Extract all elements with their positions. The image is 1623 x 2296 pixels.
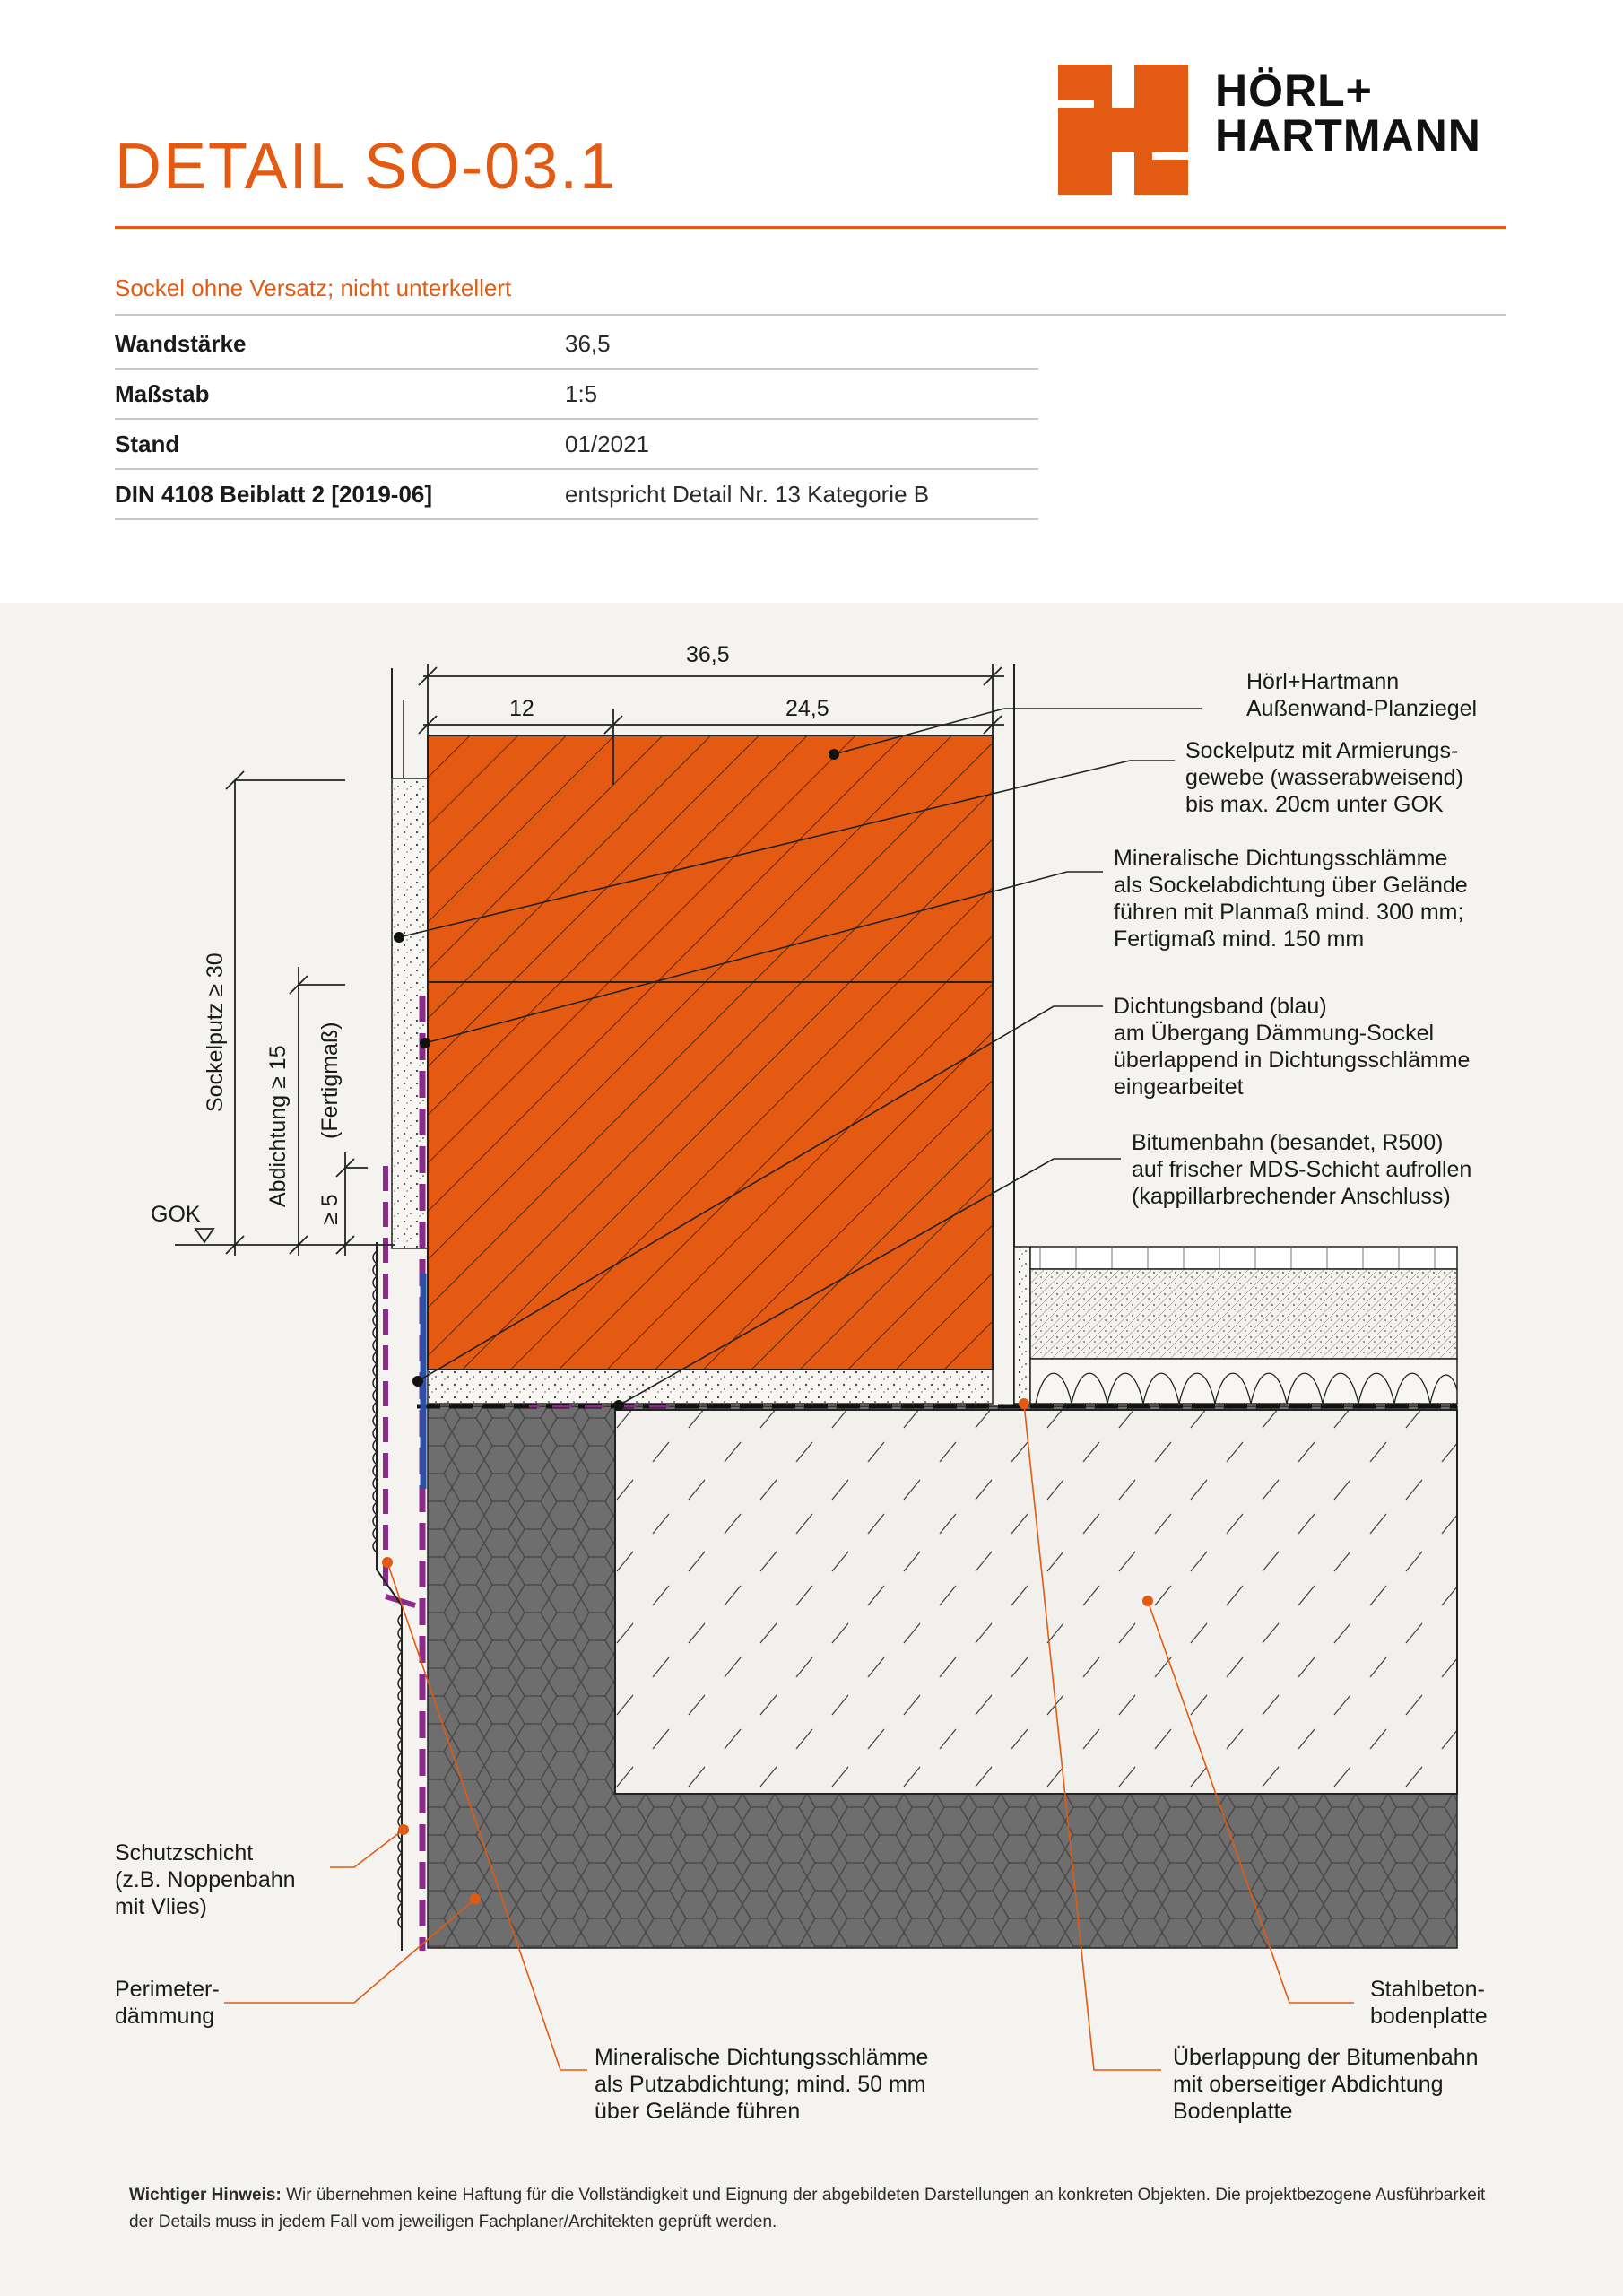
floor-finish bbox=[1030, 1247, 1457, 1269]
label-ziegel: Hörl+Hartmann Außenwand-Planziegel bbox=[1246, 669, 1478, 721]
brick-wall-upper-hatch bbox=[428, 735, 993, 982]
disclaimer-notice bbox=[129, 2182, 1510, 2236]
label-perimeter: Perimeter- dämmung bbox=[115, 1977, 220, 2029]
label-bitumenbahn: Bitumenbahn (besandet, R500) auf frischer MDS-Schicht aufrollen (kappillarbrechender Anschluss) bbox=[1132, 1130, 1472, 1209]
label-mds: Mineralische Dichtungsschlämme als Sockelabdichtung über Gelände führen mit Planmaß mind. 300 mm; Fertigmaß mind. 150 mm bbox=[1114, 846, 1468, 952]
label-dichtungsband: Dichtungsband (blau) am Übergang Dämmung-Sockel überlappend in Dichtungsschlämme eingearbeitet bbox=[1114, 994, 1471, 1100]
dim-part1: 12 bbox=[509, 696, 534, 721]
dim-sockelputz: Sockelputz ≥ 30 bbox=[203, 952, 228, 1112]
gok-triangle-icon bbox=[195, 1229, 213, 1242]
spec-row-wandstaerke bbox=[115, 319, 1038, 370]
brand-logo-text bbox=[1215, 65, 1481, 161]
logo-line-2: HARTMANN bbox=[1215, 110, 1481, 161]
spec-row-din bbox=[115, 470, 1038, 520]
label-putzabdichtung: Mineralische Dichtungsschlämme als Putzabdichtung; mind. 50 mm über Gelände führen bbox=[595, 2045, 929, 2124]
spec-value: 36,5 bbox=[565, 329, 611, 357]
page-title: DETAIL SO-03.1 bbox=[115, 131, 618, 203]
disclaimer-text: Wir übernehmen keine Haftung für die Vollständigkeit und Eignung der abgebildeten Darstellungen an konkreten Objekten. Die projektbezogene Ausführbarkeit der Details muss in jedem Fall vom jeweiligen Fachplaner/Architekten geprüft werden. bbox=[129, 2186, 1486, 2231]
screed-layer bbox=[1030, 1269, 1457, 1359]
spec-value: 01/2021 bbox=[565, 430, 649, 457]
logo-line-1: HÖRL+ bbox=[1215, 65, 1373, 116]
spec-value: entspricht Detail Nr. 13 Kategorie B bbox=[565, 480, 930, 508]
detail-subtitle: Sockel ohne Versatz; nicht unterkellert bbox=[115, 274, 512, 301]
spec-row-stand bbox=[115, 420, 1038, 470]
concrete-slab bbox=[615, 1410, 1457, 1794]
label-schutzschicht: Schutzschicht (z.B. Noppenbahn mit Vlies) bbox=[115, 1840, 296, 1919]
mortar-bed bbox=[428, 1370, 993, 1404]
dim-part2: 24,5 bbox=[785, 696, 829, 721]
label-stahlbeton: Stahlbeton- bodenplatte bbox=[1370, 1977, 1488, 2029]
spec-value: 1:5 bbox=[565, 379, 598, 407]
disclaimer-heading: Wichtiger Hinweis: bbox=[129, 2186, 282, 2205]
gok-label: GOK bbox=[151, 1202, 201, 1227]
label-ueberlappung: Überlappung der Bitumenbahn mit oberseitiger Abdichtung Bodenplatte bbox=[1173, 2045, 1479, 2124]
dim-total: 36,5 bbox=[686, 642, 730, 667]
spec-key: Wandstärke bbox=[115, 329, 247, 357]
dim-fertigmass: (Fertigmaß) bbox=[317, 1022, 343, 1139]
construction-detail-drawing bbox=[0, 603, 1623, 2296]
spec-key: DIN 4108 Beiblatt 2 [2019-06] bbox=[115, 480, 433, 508]
spec-table bbox=[115, 319, 1038, 520]
brick-wall-lower-hatch bbox=[428, 982, 993, 1370]
title-divider bbox=[115, 226, 1506, 229]
spec-key: Stand bbox=[115, 430, 180, 457]
dim-min5: ≥ 5 bbox=[317, 1194, 343, 1225]
edge-strip bbox=[1014, 1247, 1030, 1404]
spec-row-massstab bbox=[115, 370, 1038, 420]
label-sockelputz: Sockelputz mit Armierungs- gewebe (wasserabweisend) bis max. 20cm unter GOK bbox=[1185, 738, 1463, 817]
spec-key: Maßstab bbox=[115, 379, 210, 407]
dim-abdichtung: Abdichtung ≥ 15 bbox=[265, 1045, 291, 1207]
subtitle-divider bbox=[115, 314, 1506, 316]
